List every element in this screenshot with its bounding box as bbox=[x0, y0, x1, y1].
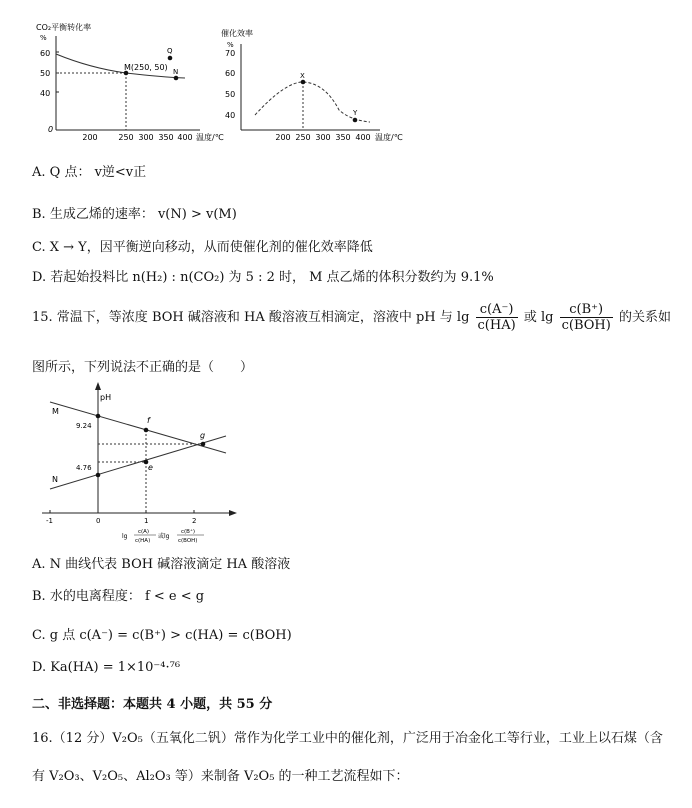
chart3-xtick-2: 2 bbox=[192, 517, 197, 525]
chart3-xtick-1: 1 bbox=[144, 517, 149, 525]
chart3-label-g: g bbox=[200, 431, 206, 440]
chart1-xlabel: 温度/℃ bbox=[196, 133, 224, 142]
chart3-label-e: e bbox=[148, 463, 153, 472]
section2-title: 二、非选择题：本题共 4 小题，共 55 分 bbox=[32, 697, 273, 712]
q15-option-d: D. Ka(HA) = 1×10⁻⁴·⁷⁶ bbox=[32, 660, 181, 675]
q15-frac2-num: c(B⁺) bbox=[560, 302, 613, 318]
chart3-xtick-neg1: -1 bbox=[46, 517, 53, 525]
chart3-xlabel-f2-num: c(B⁺) bbox=[181, 529, 195, 535]
ph-lg-chart bbox=[38, 378, 238, 548]
chart3-label-M: M bbox=[52, 407, 59, 416]
chart3-xtick-0: 0 bbox=[96, 517, 101, 525]
q15-fraction-2 bbox=[560, 302, 613, 333]
chart1-xtick-250: 250 bbox=[118, 133, 134, 142]
q16-line1: 16.（12 分）V₂O₅（五氧化二钒）常作为化学工业中的催化剂，广泛用于冶金化工等行业，工业上以石煤（含 bbox=[32, 731, 663, 746]
chart3-label-f: f bbox=[147, 416, 150, 425]
chart1-point-Q bbox=[168, 56, 173, 61]
chart1-point-N bbox=[174, 76, 179, 81]
q16-line2: 有 V₂O₃、V₂O₅、Al₂O₃ 等）来制备 V₂O₅ 的一种工艺流程如下： bbox=[32, 769, 409, 784]
q15-stem-mid: 或 lg bbox=[523, 310, 554, 325]
q15-option-a: A. N 曲线代表 BOH 碱溶液滴定 HA 酸溶液 bbox=[32, 557, 291, 572]
chart1-xtick-200: 200 bbox=[82, 133, 98, 142]
chart3-label-N: N bbox=[52, 475, 58, 484]
chart3-ylabel-924: 9.24 bbox=[76, 422, 92, 430]
chart1-label-Q: Q bbox=[167, 47, 173, 55]
chart2-xtick-250: 250 bbox=[295, 133, 311, 142]
chart1-label-N: N bbox=[173, 68, 179, 76]
chart1-ytick-40: 40 bbox=[40, 89, 51, 98]
catalytic-efficiency-chart bbox=[215, 20, 415, 145]
chart1-xtick-350: 350 bbox=[158, 133, 174, 142]
chart3-ylabel: pH bbox=[100, 393, 112, 402]
chart2-point-X bbox=[301, 80, 306, 85]
q15-stem-suffix: 的关系如 bbox=[618, 310, 671, 325]
chart3-point-g bbox=[201, 442, 206, 447]
chart2-ytick-70: 70 bbox=[225, 49, 236, 58]
q14-option-c: C. X → Y，因平衡逆向移动，从而使催化剂的催化效率降低 bbox=[32, 240, 373, 255]
chart3-point-N-intercept bbox=[96, 473, 101, 478]
q15-stem-prefix: 15. 常温下，等浓度 BOH 碱溶液和 HA 酸溶液互相滴定，溶液中 pH 与 lg bbox=[32, 310, 470, 325]
chart1-ytick-0: 0 bbox=[48, 125, 54, 134]
chart3-point-M-intercept bbox=[96, 414, 101, 419]
q14-option-b: B. 生成乙烯的速率： v(N) > v(M) bbox=[32, 207, 237, 222]
q14-option-a: A. Q 点： v逆<v正 bbox=[32, 165, 147, 180]
q14-option-d: D. 若起始投料比 n(H₂) : n(CO₂) 为 5 : 2 时， M 点乙烯的体积分数约为 9.1% bbox=[32, 270, 494, 285]
chart1-xtick-300: 300 bbox=[138, 133, 154, 142]
chart1-ylabel: CO₂平衡转化率 bbox=[36, 23, 92, 32]
chart3-point-f bbox=[144, 428, 149, 433]
chart2-xtick-350: 350 bbox=[335, 133, 351, 142]
chart3-xlabel-mid: 或lg bbox=[158, 533, 170, 540]
q15-frac1-num: c(A⁻) bbox=[476, 302, 518, 318]
chart2-ytick-40: 40 bbox=[225, 111, 236, 120]
q15-stem bbox=[32, 302, 671, 333]
chart2-ytick-60: 60 bbox=[225, 69, 236, 78]
chart3-xlabel-f1-den: c(HA) bbox=[135, 538, 151, 544]
chart2-label-Y: Y bbox=[353, 109, 358, 117]
q15-frac2-den: c(BOH) bbox=[561, 318, 611, 333]
chart2-xtick-300: 300 bbox=[315, 133, 331, 142]
chart1-ytick-50: 50 bbox=[40, 69, 51, 78]
chart2-xtick-200: 200 bbox=[275, 133, 291, 142]
chart2-xlabel: 温度/℃ bbox=[375, 133, 403, 142]
q15-option-b: B. 水的电离程度： f < e < g bbox=[32, 589, 205, 604]
q15-fraction-1 bbox=[476, 302, 518, 333]
chart1-xtick-400: 400 bbox=[177, 133, 193, 142]
chart3-xlabel-f1-num: c(A) bbox=[138, 529, 150, 535]
chart3-xlabel-f2-den: c(BOH) bbox=[178, 538, 198, 544]
chart1-yunit: % bbox=[40, 34, 47, 42]
co2-conversion-chart bbox=[30, 20, 230, 145]
chart2-label-X: X bbox=[300, 72, 305, 80]
chart1-ytick-60: 60 bbox=[40, 49, 51, 58]
chart3-ylabel-476: 4.76 bbox=[76, 464, 92, 472]
chart3-xlabel-prefix: lg bbox=[122, 533, 128, 540]
q15-frac1-den: c(HA) bbox=[477, 318, 516, 333]
chart2-ylabel: 催化效率 bbox=[221, 29, 253, 38]
q15-option-c: C. g 点 c(A⁻) = c(B⁺) > c(HA) = c(BOH) bbox=[32, 628, 292, 643]
chart2-yunit: % bbox=[227, 41, 234, 49]
chart2-point-Y bbox=[353, 118, 358, 123]
q15-stem-line2: 图所示，下列说法不正确的是（ ） bbox=[32, 360, 254, 375]
chart1-label-M: M(250, 50) bbox=[124, 63, 168, 72]
chart2-xtick-400: 400 bbox=[355, 133, 371, 142]
chart2-ytick-50: 50 bbox=[225, 90, 236, 99]
